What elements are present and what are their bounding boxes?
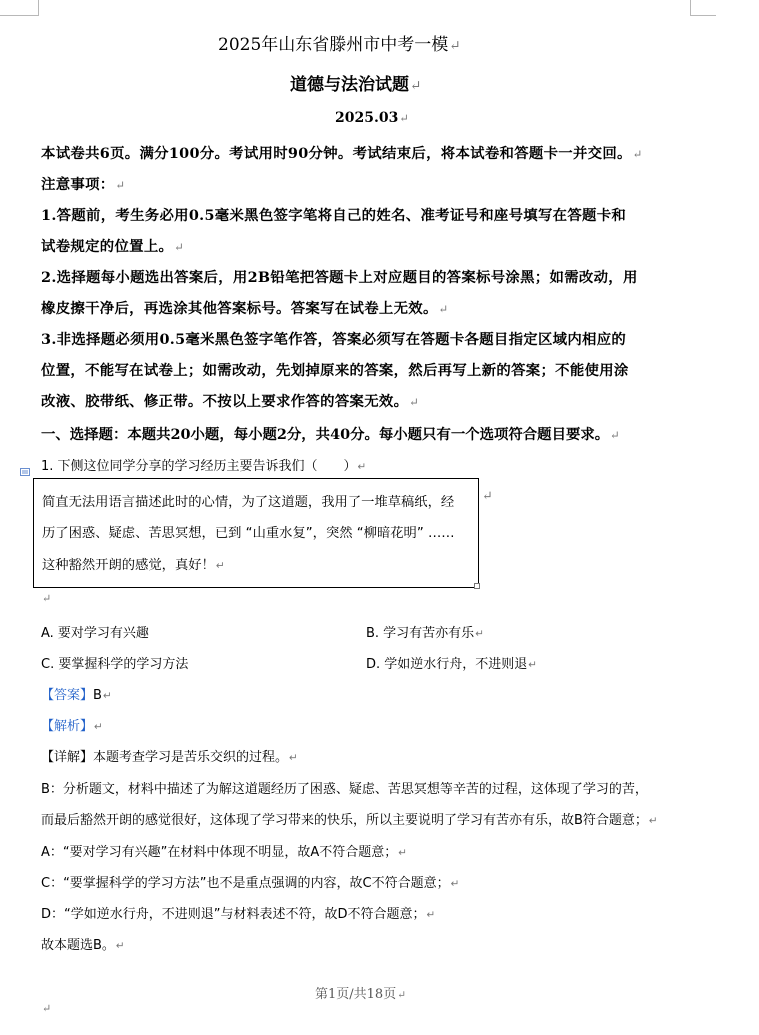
material-text-box[interactable]: 简直无法用语言描述此时的心情，为了这道题，我用了一堆草稿纸，经 历了困惑、疑虑、苦思冥想，已到 “山重水复”，突然 “柳暗花明” …… 这种豁然开朗的感觉，真好！↵ ↵ [33,478,479,588]
notice-item-1-line-1: 1.答题前，考生务必用0.5毫米黑色签字笔将自己的姓名、准考证号和座号填写在答题卡和 [41,207,627,224]
notice-item-3-line-2: 位置，不能写在试卷上；如需改动，先划掉原来的答案，然后再写上新的答案；不能使用涂 [41,362,629,379]
answer-value: B [93,688,102,703]
text-box-resize-handle[interactable] [474,583,480,589]
option-a: A. 要对学习有兴趣 [41,626,149,641]
explanation-b-line-1: B：分析题文，材料中描述了为解这道题经历了困惑、疑虑、苦思冥想等辛苦的过程，这体现了学习的苦， [41,782,648,797]
crop-mark-top-right [690,0,716,16]
analysis-label: 【解析】 [41,719,94,734]
conclusion: 故本题选B。↵ [41,938,125,953]
exam-date: 2025.03↵ [335,110,409,126]
answer-line: 【答案】B↵ [41,688,112,703]
answer-label: 【答案】 [41,688,94,703]
notice-item-3-line-1: 3.非选择题必须用0.5毫米黑色签字笔作答，答案必须写在答题卡各题目指定区域内相应的 [41,331,627,348]
explanation-d: D：“学如逆水行舟，不进则退”与材料表述不符，故D不符合题意；↵ [41,907,436,922]
notice-heading: 注意事项：↵ [41,176,126,193]
notice-intro: 本试卷共6页。满分100分。考试用时90分钟。考试结束后，将本试卷和答题卡一并交回。↵ [41,145,643,162]
material-line-2: 历了困惑、疑虑、苦思冥想，已到 “山重水复”，突然 “柳暗花明” …… [42,526,455,541]
explanation-c: C：“要掌握科学的学习方法”也不是重点强调的内容，故C不符合题意；↵ [41,876,460,891]
notice-item-2-line-2: 橡皮擦干净后，再选涂其他答案标号。答案写在试卷上无效。↵ [41,300,449,317]
material-line-1: 简直无法用语言描述此时的心情，为了这道题，我用了一堆草稿纸，经 [42,495,455,510]
analysis-line: 【解析】↵ [41,719,103,734]
option-c: C. 要掌握科学的学习方法 [41,657,189,672]
object-anchor-icon [20,468,30,476]
trailing-paragraph-mark: ↵ [42,1002,52,1015]
crop-mark-top-left [0,0,39,16]
page-footer: 第1页/共18页↵ [315,987,406,1002]
option-d: D. 学如逆水行舟，不进则退↵ [366,657,537,672]
explanation-b-line-2: 而最后豁然开朗的感觉很好，这体现了学习带来的快乐，所以主要说明了学习有苦亦有乐，故B符合题意；↵ [41,813,658,828]
notice-item-3-line-3: 改液、胶带纸、修正带。不按以上要求作答的答案无效。↵ [41,393,420,410]
notice-item-2-line-1: 2.选择题每小题选出答案后，用2B铅笔把答题卡上对应题目的答案标号涂黑；如需改动，用 [41,269,638,286]
material-line-3: 这种豁然开朗的感觉，真好！↵ [42,558,225,573]
option-b: B. 学习有苦亦有乐↵ [366,626,484,641]
empty-paragraph-mark: ↵ [42,592,52,605]
detail-line: 【详解】本题考查学习是苦乐交织的过程。↵ [41,750,298,765]
explanation-a: A：“要对学习有兴趣”在材料中体现不明显，故A不符合题意；↵ [41,845,407,860]
section-1-heading: 一、选择题：本题共20小题，每小题2分，共40分。每小题只有一个选项符合题目要求。↵ [41,426,620,443]
notice-item-1-line-2: 试卷规定的位置上。↵ [41,238,185,255]
exam-title: 2025年山东省滕州市中考一模↵ [218,35,461,55]
exam-subject: 道德与法治试题↵ [290,75,422,95]
question-1-stem: 1. 下侧这位同学分享的学习经历主要告诉我们（ ）↵ [41,459,367,474]
